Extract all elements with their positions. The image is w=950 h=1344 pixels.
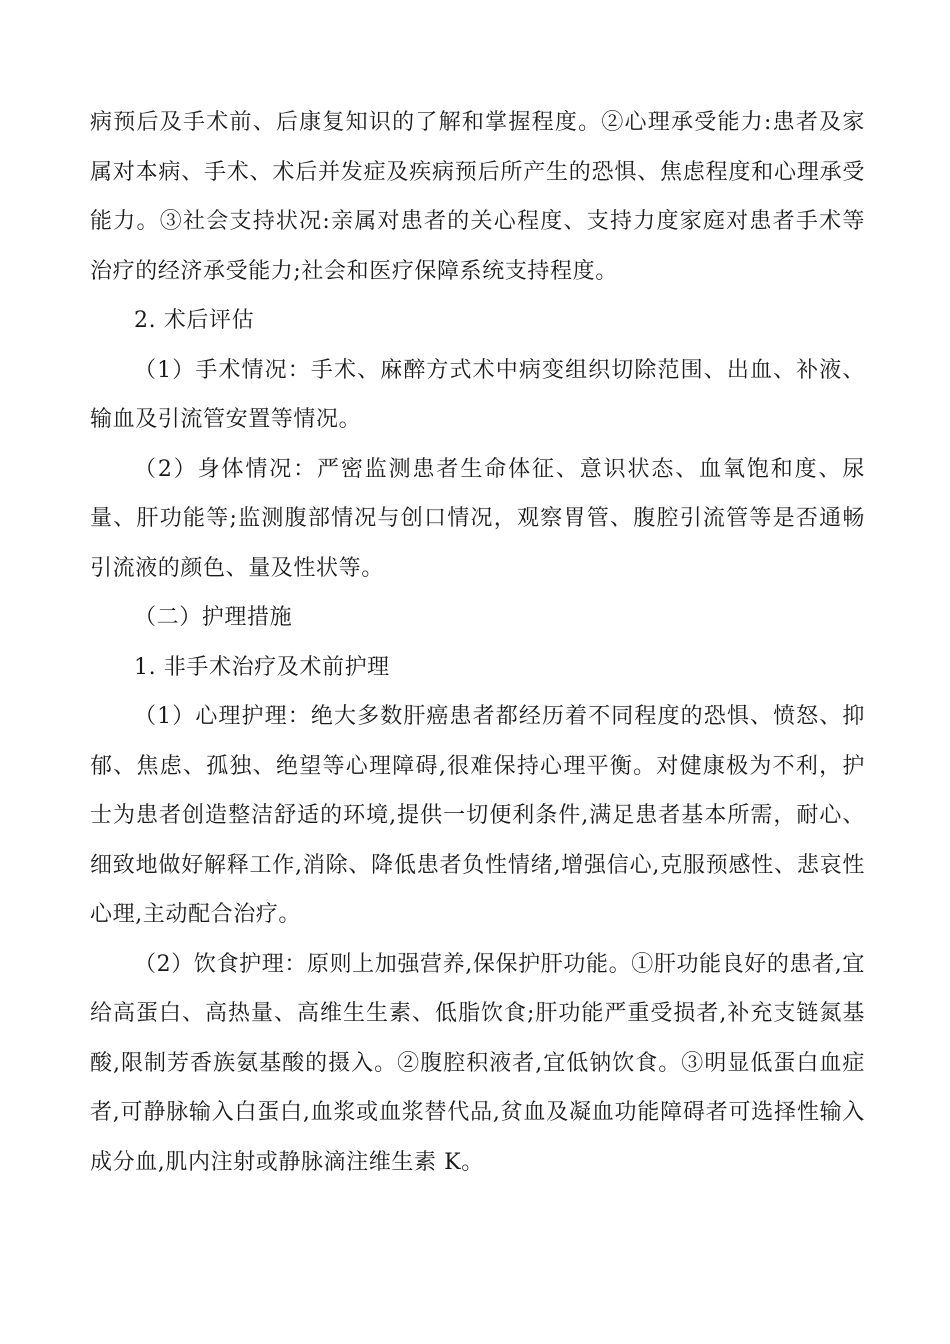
heading-postop-assessment: 2. 术后评估 <box>134 308 255 333</box>
paragraph-psychological-care: （1）心理护理：绝大多数肝癌患者都经历着不同程度的恐惧、愤怒、抑郁、焦虑、孤独、绝望等心理障碍,很难保持心理平衡。对健康极为不利，护士为患者创造整洁舒适的环境,提供一切便利条件,满足患者基本所需，耐心、细致地做好解释工作,消除、降低患者负性情绪,增强信心,克服预感性、悲哀性心理,主动配合治疗。 <box>90 704 865 927</box>
paragraph-diet-care: （2）饮食护理：原则上加强营养,保保护肝功能。①肝功能良好的患者,宜给高蛋白、高热量、高维生生素、低脂饮食;肝功能严重受损者,补充支链氮基酸,限制芳香族氨基酸的摄入。②腹腔积液者,宜低钠饮食。③明显低蛋白血症者,可静脉输入白蛋白,血浆或血浆替代品,贫血及凝血功能障碍者可选择性输入成分血,肌内注射或静脉滴注维生素 K。 <box>90 951 865 1175</box>
paragraph-assessment-continued: 病预后及手术前、后康复知识的了解和掌握程度。②心理承受能力:患者及家属对本病、手术、术后并发症及疾病预后所产生的恐惧、焦虑程度和心理承受能力。③社会支持状况:亲属对患者的关心程度、支持力度家庭对患者手术等治疗的经济承受能力;社会和医疗保障系统支持程度。 <box>90 110 865 284</box>
heading-nonsurgical-care: 1. 非手术治疗及术前护理 <box>134 654 390 680</box>
heading-nursing-measures: （二）护理措施 <box>134 605 293 630</box>
paragraph-body-status: （2）身体情况：严密监测患者生命体征、意识状态、血氧饱和度、尿量、肝功能等;监测腹部情况与创口情况，观察胃管、腹腔引流管等是否通畅引流液的颜色、量及性状等。 <box>90 456 865 581</box>
document-body <box>90 98 865 1187</box>
paragraph-surgery-status: （1）手术情况：手术、麻醉方式术中病变组织切除范围、出血、补液、输血及引流管安置等情况。 <box>90 357 865 432</box>
